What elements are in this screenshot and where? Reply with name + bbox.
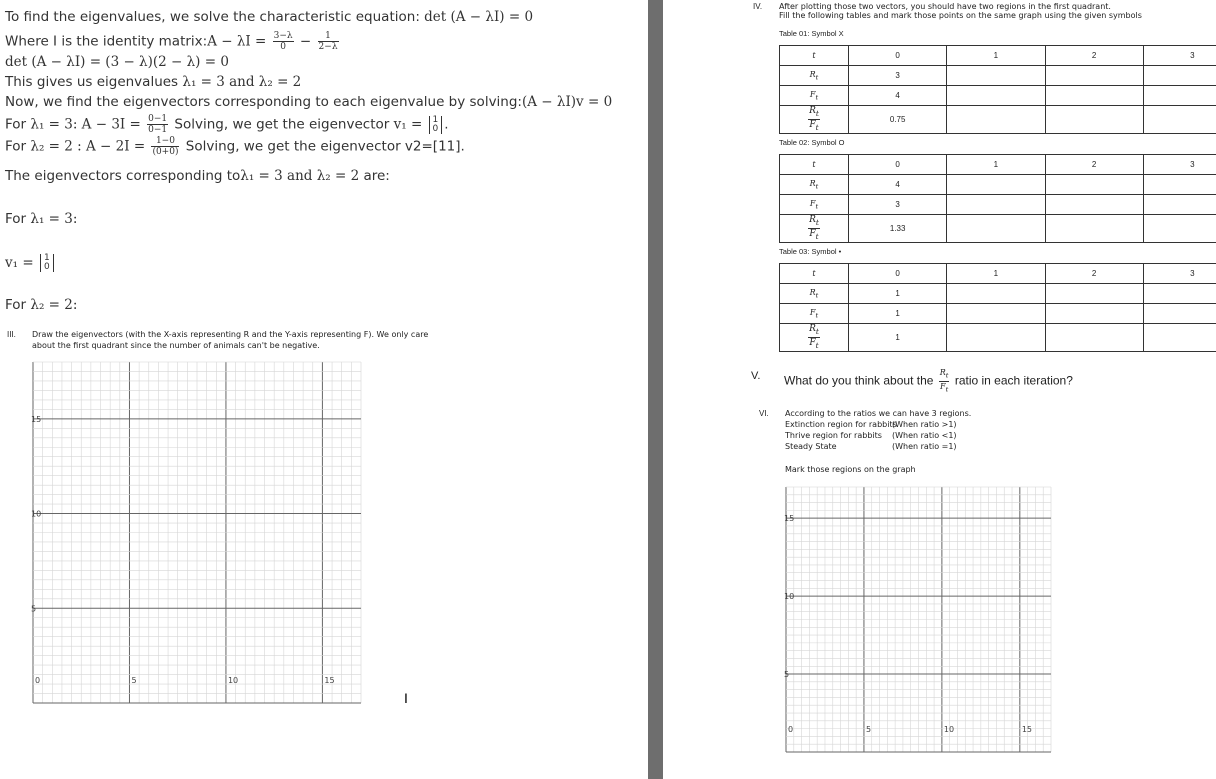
math: A − λI = — [207, 33, 271, 50]
table-cell[interactable]: 3 — [849, 66, 947, 86]
y-tick-label: 10 — [784, 592, 795, 602]
row-header: $R_t$ — [780, 66, 849, 86]
table-label: Table 02: Symbol O — [779, 138, 845, 147]
text-cursor: I — [404, 690, 408, 706]
row-header: $R_t$ — [780, 284, 849, 304]
question-number: V. — [751, 370, 761, 382]
fraction: $\frac{3-\lambda}{0}$ — [273, 31, 293, 52]
line-v1: v₁ = 1 0 — [5, 254, 56, 272]
vector: 1 0 — [40, 254, 54, 272]
x-tick-label: 10 — [227, 676, 239, 685]
text: What do you think about the — [784, 373, 937, 388]
text: This gives us eigenvalues — [5, 74, 183, 90]
y-tick-label: 5 — [31, 604, 37, 614]
table-cell[interactable]: 1 — [849, 324, 947, 352]
table-cell[interactable]: 3 — [1143, 155, 1216, 175]
row-header: $F_t$ — [780, 195, 849, 215]
text: To find the eigenvalues, we solve the characteristic equation: — [5, 9, 425, 25]
table-cell[interactable]: 1.33 — [849, 215, 947, 243]
row-header: $F_t$ — [780, 86, 849, 106]
region-steady-cond: (When ratio =1) — [892, 442, 957, 451]
line-eigenvectors-are: The eigenvectors corresponding toλ₁ = 3 and λ₂ = 2 are: — [5, 168, 390, 184]
right-graph-grid — [663, 0, 1216, 779]
question-4-line1: After plotting those two vectors, you should have two regions in the first quadrant. — [779, 2, 1111, 11]
question-6-line1: According to the ratios we can have 3 regions. — [785, 409, 972, 418]
x-tick-label: 5 — [131, 676, 137, 685]
y-tick-label: 10 — [31, 509, 42, 519]
table-label: Table 03: Symbol • — [779, 247, 842, 256]
line-for-lambda1: For λ₁ = 3: — [5, 211, 78, 227]
table-cell[interactable]: 4 — [849, 86, 947, 106]
line-for-lambda2: For λ₂ = 2: — [5, 297, 78, 313]
right-document-page — [663, 0, 1216, 779]
table-label: Table 01: Symbol X — [779, 29, 844, 38]
x-tick-label: 5 — [865, 725, 872, 734]
math: λ₁ = 3 and λ₂ = 2 — [182, 74, 302, 90]
table-cell[interactable]: 2 — [1045, 264, 1143, 284]
y-tick-label: 5 — [784, 670, 790, 680]
y-tick-label: 15 — [784, 514, 795, 524]
region-extinction-cond: (When ratio >1) — [892, 420, 957, 429]
table-cell[interactable]: 0.75 — [849, 106, 947, 134]
row-header: $\frac{R_t}{F_t}$ — [780, 215, 849, 243]
table-cell[interactable]: 1 — [947, 155, 1045, 175]
row-header: $R_t$ — [780, 175, 849, 195]
text: ratio in each iteration? — [951, 373, 1073, 388]
line-determinant: det (A − λI) = (3 − λ)(2 − λ) = 0 — [5, 54, 229, 70]
vector: 1 0 — [429, 116, 443, 134]
question-number: III. — [7, 330, 16, 339]
x-tick-label: 10 — [943, 725, 955, 734]
text: Now, we find the eigenvectors corresponding to each eigenvalue by solving: — [5, 94, 522, 110]
line-lambda1: For λ₁ = 3: A − 3I = $\frac{0-1}{0-1}$ Solving, we get the eigenvector v₁ = 1 0 . — [5, 114, 449, 135]
math: (A − λI)v = 0 — [521, 94, 613, 110]
y-tick-label: 15 — [31, 414, 42, 424]
question-number: IV. — [753, 2, 763, 11]
region-extinction: Extinction region for rabbits — [785, 420, 897, 429]
row-header: $\frac{R_t}{F_t}$ — [780, 324, 849, 352]
row-header: t — [780, 264, 849, 284]
region-thrive: Thrive region for rabbits — [785, 431, 882, 440]
row-header: t — [780, 155, 849, 175]
fraction: $\frac{1-0}{(0+0)}$ — [152, 136, 179, 157]
table-cell[interactable]: 0 — [849, 155, 947, 175]
math: det (A − λI) = 0 — [424, 9, 534, 25]
table-cell[interactable]: 3 — [1143, 264, 1216, 284]
table-cell[interactable]: 3 — [1143, 46, 1216, 66]
table-cell[interactable]: 3 — [849, 195, 947, 215]
row-header: $\frac{R_t}{F_t}$ — [780, 106, 849, 134]
text: Where I is the identity matrix: — [5, 33, 208, 50]
table-cell[interactable]: 0 — [849, 46, 947, 66]
x-tick-label: 15 — [1021, 725, 1033, 734]
fraction: $\frac{1}{2-\lambda}$ — [318, 31, 338, 52]
row-header: $F_t$ — [780, 304, 849, 324]
table-cell[interactable]: 2 — [1045, 46, 1143, 66]
table-cell[interactable]: 1 — [849, 304, 947, 324]
x-tick-label: 15 — [324, 676, 335, 685]
question-3-line1: Draw the eigenvectors (with the X-axis representing R and the Y-axis representing F). We only care — [32, 330, 429, 339]
row-header: t — [780, 46, 849, 66]
table-cell[interactable]: 1 — [947, 264, 1045, 284]
table-cell[interactable]: 1 — [947, 46, 1045, 66]
region-steady: Steady State — [785, 442, 837, 451]
question-3-line2: about the first quadrant since the number of animals can't be negative. — [32, 341, 320, 350]
table-cell[interactable]: 1 — [849, 284, 947, 304]
page-divider — [648, 0, 663, 779]
fraction: $\frac{0-1}{0-1}$ — [148, 114, 168, 135]
region-thrive-cond: (When ratio <1) — [892, 431, 957, 440]
x-tick-label: 0 — [35, 676, 41, 685]
line-lambda2: For λ₂ = 2 : A − 2I = $\frac{1-0}{(0+0)}$ Solving, we get the eigenvector v2=[11]. — [5, 136, 465, 157]
question-number: VI. — [759, 409, 769, 418]
x-tick-label: 0 — [788, 725, 794, 734]
ratio-fraction: $\frac{R_t}{F_t}$ — [939, 368, 949, 394]
line-identity-matrix: Where I is the identity matrix:A − λI = $\frac{3-\lambda}{0}$ − $\frac{1}{2-\lambda}$ — [5, 31, 338, 52]
question-4-line2: Fill the following tables and mark those points on the same graph using the given symbols — [779, 11, 1142, 20]
table-cell[interactable]: 4 — [849, 175, 947, 195]
table-cell[interactable]: 0 — [849, 264, 947, 284]
table-cell[interactable]: 2 — [1045, 155, 1143, 175]
question-6-mark: Mark those regions on the graph — [785, 465, 916, 474]
